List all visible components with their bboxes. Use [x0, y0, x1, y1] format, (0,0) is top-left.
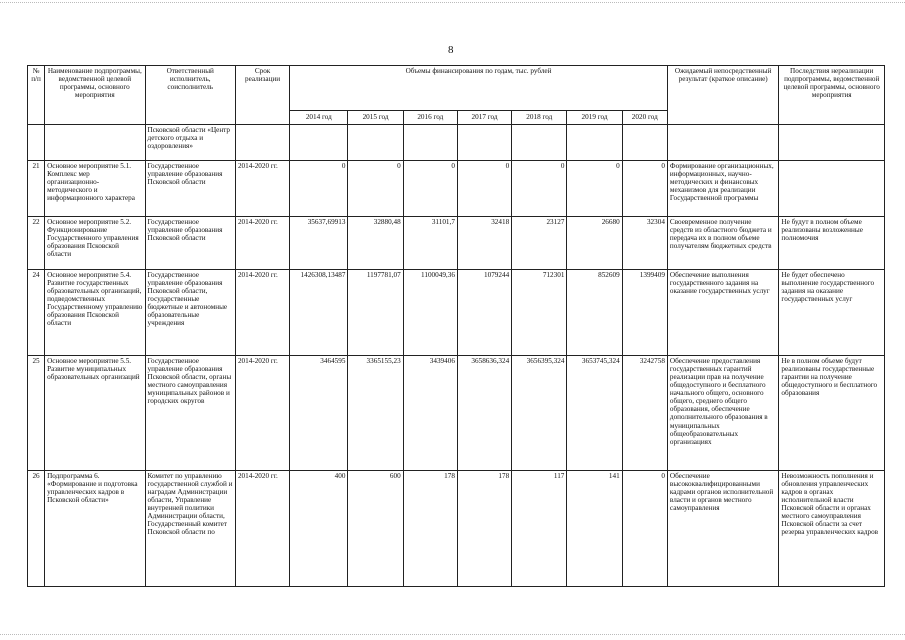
row-executor: Комитет по управлению государственной службой и наградам Администрации области, Управление внутренней политики Администрации области, Государственный комитет Псковской области по	[145, 471, 235, 587]
header-term: Срок реализации	[235, 66, 289, 125]
row-value	[403, 125, 457, 161]
row-executor: Государственное управление образования Псковской области	[145, 217, 235, 270]
header-year: 2016 год	[403, 111, 457, 125]
row-value: 600	[348, 471, 403, 587]
row-value: 0	[622, 161, 667, 217]
row-value: 3242758	[622, 356, 667, 471]
header-year: 2014 год	[290, 111, 348, 125]
row-value: 3365155,23	[348, 356, 403, 471]
top-edge-line	[0, 2, 905, 3]
row-value: 3464595	[290, 356, 348, 471]
row-value: 23127	[512, 217, 567, 270]
row-term: 2014-2020 гг.	[235, 161, 289, 217]
row-value: 141	[567, 471, 622, 587]
row-num: 22	[28, 217, 45, 270]
row-value: 1426308,13487	[290, 270, 348, 356]
row-consequences: Не будут в полном объеме реализованы возложенные полномочия	[779, 217, 885, 270]
row-result: Обеспечение высококвалифицированными кадрами органов исполнительной власти и органов местного самоуправления	[667, 471, 779, 587]
row-consequences	[779, 161, 885, 217]
row-value: 1197781,07	[348, 270, 403, 356]
header-name: Наименование подпрограммы, ведомственной целевой программы, основного мероприятия	[45, 66, 145, 125]
header-funding: Объемы финансирования по годам, тыс. рублей	[290, 66, 668, 111]
row-name: Подпрограмма 6. «Формирование и подготовка управленческих кадров в Псковской области»	[45, 471, 145, 587]
row-num	[28, 125, 45, 161]
row-value: 35637,69913	[290, 217, 348, 270]
row-value: 712301	[512, 270, 567, 356]
row-value: 117	[512, 471, 567, 587]
row-num: 21	[28, 161, 45, 217]
row-value: 32418	[457, 217, 511, 270]
header-year: 2019 год	[567, 111, 622, 125]
row-result: Своевременное получение средств из областного бюджета и передача их в полном объеме получателям бюджетных средств	[667, 217, 779, 270]
row-executor: Государственное управление образования Псковской области, государственные бюджетные и автономные образовательные учреждения	[145, 270, 235, 356]
row-term: 2014-2020 гг.	[235, 217, 289, 270]
table-row	[28, 270, 885, 356]
row-num: 24	[28, 270, 45, 356]
table-row	[28, 471, 885, 587]
row-executor: Государственное управление образования Псковской области, органы местного самоуправления муниципальных районов и городских округов	[145, 356, 235, 471]
row-value: 26680	[567, 217, 622, 270]
row-consequences: Не будет обеспечено выполнение государственного задания на оказание государственных услуг	[779, 270, 885, 356]
row-num: 26	[28, 471, 45, 587]
row-value: 0	[512, 161, 567, 217]
table-body	[28, 125, 885, 587]
row-value: 178	[403, 471, 457, 587]
row-name: Основное мероприятие 5.1. Комплекс мер организационно-методического и информационного характера	[45, 161, 145, 217]
page-number: 8	[448, 44, 454, 56]
header-num: № п/п	[28, 66, 45, 125]
row-value: 1399409	[622, 270, 667, 356]
row-value: 31101,7	[403, 217, 457, 270]
row-value: 852609	[567, 270, 622, 356]
row-name: Основное мероприятие 5.2. Функционирование Государственного управления образования Псковской области	[45, 217, 145, 270]
row-value: 1100049,36	[403, 270, 457, 356]
row-result: Формирование организационных, информационных, научно-методических и финансовых механизмов для реализации Государственной программы	[667, 161, 779, 217]
row-value	[567, 125, 622, 161]
row-value: 0	[403, 161, 457, 217]
table-row	[28, 356, 885, 471]
row-consequences: Не в полном объеме будут реализованы государственные гарантии на получение общедоступного и бесплатного образования	[779, 356, 885, 471]
row-value	[457, 125, 511, 161]
row-term: 2014-2020 гг.	[235, 471, 289, 587]
row-executor: Государственное управление образования Псковской области	[145, 161, 235, 217]
row-value: 0	[622, 471, 667, 587]
row-term: 2014-2020 гг.	[235, 356, 289, 471]
row-value	[512, 125, 567, 161]
row-value: 3653745,324	[567, 356, 622, 471]
row-value: 3439406	[403, 356, 457, 471]
row-value: 0	[457, 161, 511, 217]
row-name	[45, 125, 145, 161]
row-value: 32880,48	[348, 217, 403, 270]
row-value: 0	[567, 161, 622, 217]
row-num: 25	[28, 356, 45, 471]
row-value	[622, 125, 667, 161]
bottom-edge-line	[0, 634, 905, 635]
header-year: 2017 год	[457, 111, 511, 125]
row-name: Основное мероприятие 5.4. Развитие государственных образовательных организаций, подведомственных Государственному управлению образования Псковской области	[45, 270, 145, 356]
row-executor: Псковской области «Центр детского отдыха и оздоровления»	[145, 125, 235, 161]
row-result	[667, 125, 779, 161]
table-row	[28, 125, 885, 161]
row-value: 32304	[622, 217, 667, 270]
row-value: 0	[290, 161, 348, 217]
header-year: 2020 год	[622, 111, 667, 125]
table-row	[28, 217, 885, 270]
header-year: 2015 год	[348, 111, 403, 125]
row-value: 3656395,324	[512, 356, 567, 471]
header-result: Ожидаемый непосредственный результат (краткое описание)	[667, 66, 779, 125]
row-consequences	[779, 125, 885, 161]
row-value: 1079244	[457, 270, 511, 356]
row-term	[235, 125, 289, 161]
row-result: Обеспечение выполнения государственного задания на оказание государственных услуг	[667, 270, 779, 356]
row-value: 178	[457, 471, 511, 587]
table-row	[28, 161, 885, 217]
table-header	[28, 66, 885, 125]
header-executor: Ответственный исполнитель, соисполнитель	[145, 66, 235, 125]
header-consequences: Последствия нереализации подпрограммы, ведомственной целевой программы, основного мероприятия	[779, 66, 885, 125]
row-value: 400	[290, 471, 348, 587]
row-name: Основное мероприятие 5.5. Развитие муниципальных образовательных организаций	[45, 356, 145, 471]
row-result: Обеспечение предоставления государственных гарантий реализации прав на получение общедоступного и бесплатного начального общего, основного общего, среднего общего образования, обеспечение дополнительного образования в муниципальных общеобразовательных организациях	[667, 356, 779, 471]
row-value	[290, 125, 348, 161]
row-value: 0	[348, 161, 403, 217]
row-consequences: Невозможность пополнения и обновления управленческих кадров в органах исполнительной власти Псковской области и органах местного самоуправления Псковской области за счет резерва управленческих кадров	[779, 471, 885, 587]
header-year: 2018 год	[512, 111, 567, 125]
row-value	[348, 125, 403, 161]
row-value: 3658636,324	[457, 356, 511, 471]
program-table	[27, 65, 885, 587]
row-term: 2014-2020 гг.	[235, 270, 289, 356]
